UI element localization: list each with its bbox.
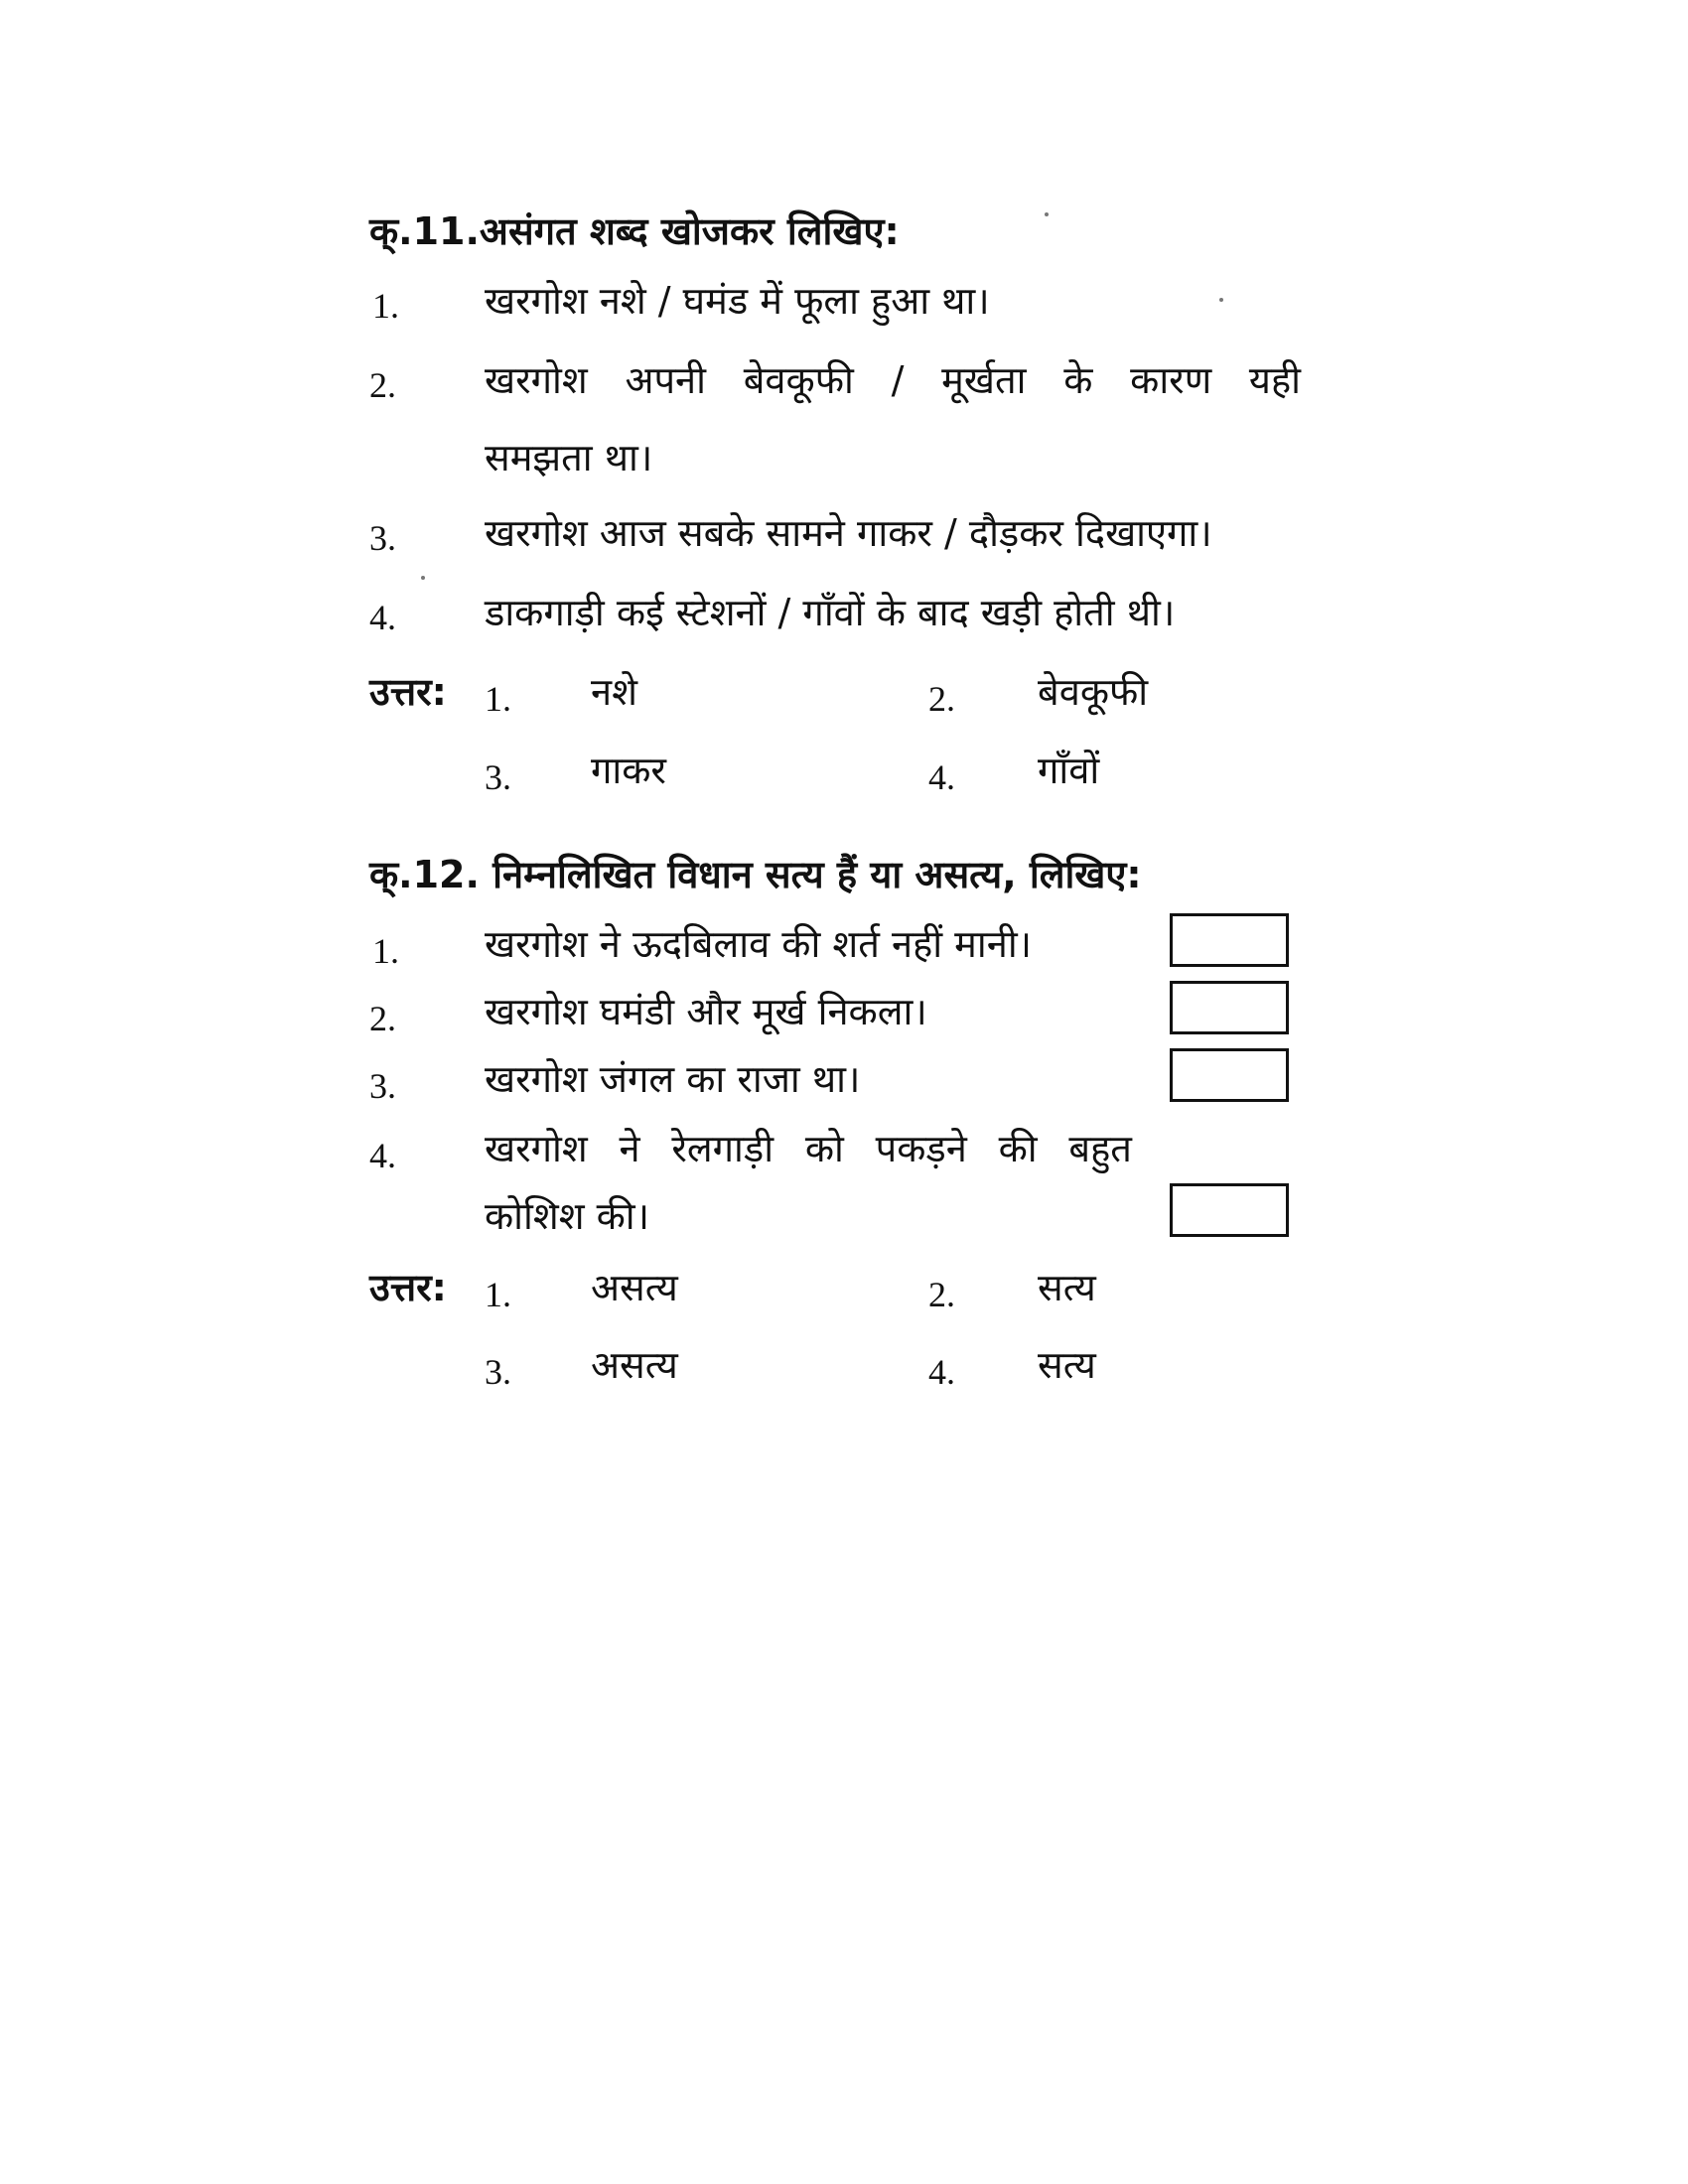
q12-item-4-answer-box[interactable] — [1170, 1183, 1289, 1237]
q12-heading: क्.12. निम्नलिखित विधान सत्य हैं या असत्य, लिखिए: — [369, 853, 1142, 896]
q11-item-4-number: 4. — [369, 598, 396, 637]
q12-answer-2-text: सत्य — [1038, 1266, 1096, 1309]
q12-item-2-number: 2. — [369, 999, 396, 1038]
q12-item-3-text: खरगोश जंगल का राजा था। — [485, 1057, 861, 1101]
q11-answer-4-number: 4. — [928, 757, 955, 797]
word: के — [1063, 358, 1093, 402]
q11-item-3-text: खरगोश आज सबके सामने गाकर / दौड़कर दिखाएगा। — [485, 511, 1212, 555]
word: मूर्खता — [941, 358, 1027, 402]
word: की — [998, 1127, 1038, 1170]
q11-answer-4-text: गाँवों — [1038, 749, 1100, 792]
q12-answer-1-number: 1. — [485, 1275, 511, 1314]
q12-answer-label: उत्तर: — [369, 1266, 447, 1309]
q12-item-1-number: 1. — [372, 931, 399, 971]
q12-item-3-answer-box[interactable] — [1170, 1048, 1289, 1102]
q11-answer-2-text: बेवकूफी — [1038, 670, 1149, 714]
word: पकड़ने — [875, 1127, 967, 1170]
word: कारण — [1130, 358, 1212, 402]
q11-item-2-number: 2. — [369, 365, 396, 405]
q11-answer-3-text: गाकर — [591, 749, 666, 792]
q11-heading: क्.11.असंगत शब्द खोजकर लिखिए: — [369, 209, 900, 253]
q11-item-2-line-1 — [485, 358, 1301, 402]
q12-item-4-line-2: कोशिश की। — [485, 1194, 650, 1238]
q12-item-1-answer-box[interactable] — [1170, 913, 1289, 967]
word: यही — [1248, 358, 1301, 402]
q12-answer-4-text: सत्य — [1038, 1343, 1096, 1387]
word: खरगोश — [485, 358, 588, 402]
word: / — [891, 358, 905, 402]
scan-speck — [1045, 212, 1049, 216]
q11-item-3-number: 3. — [369, 518, 396, 558]
scan-speck — [421, 576, 425, 580]
word: ने — [619, 1127, 640, 1170]
word: अपनी — [625, 358, 706, 402]
q12-answer-1-text: असत्य — [591, 1266, 678, 1309]
q12-item-1-text: खरगोश ने ऊदबिलाव की शर्त नहीं मानी। — [485, 922, 1033, 966]
q11-item-2-line-2: समझता था। — [485, 436, 653, 479]
q12-answer-3-number: 3. — [485, 1352, 511, 1392]
q12-item-4-number: 4. — [369, 1136, 396, 1175]
q11-answer-1-text: नशे — [591, 670, 637, 714]
q12-item-3-number: 3. — [369, 1066, 396, 1106]
word: को — [804, 1127, 844, 1170]
q11-item-1-text: खरगोश नशे / घमंड में फूला हुआ था। — [485, 279, 990, 323]
q11-answer-label: उत्तर: — [369, 670, 447, 714]
q11-answer-2-number: 2. — [928, 679, 955, 719]
q11-answer-1-number: 1. — [485, 679, 511, 719]
word: खरगोश — [485, 1127, 588, 1170]
q11-item-4-text: डाकगाड़ी कई स्टेशनों / गाँवों के बाद खड़ी होती थी। — [485, 591, 1176, 634]
q11-item-1-number: 1. — [372, 286, 399, 326]
word: बेवकूफी — [743, 358, 854, 402]
scan-speck — [1219, 298, 1223, 302]
q11-answer-3-number: 3. — [485, 757, 511, 797]
q12-answer-3-text: असत्य — [591, 1343, 678, 1387]
word: बहुत — [1068, 1127, 1132, 1170]
q12-item-2-text: खरगोश घमंडी और मूर्ख निकला। — [485, 990, 927, 1033]
word: रेलगाड़ी — [671, 1127, 774, 1170]
q12-answer-4-number: 4. — [928, 1352, 955, 1392]
q12-item-4-line-1 — [485, 1127, 1132, 1170]
q12-item-2-answer-box[interactable] — [1170, 981, 1289, 1034]
q12-answer-2-number: 2. — [928, 1275, 955, 1314]
